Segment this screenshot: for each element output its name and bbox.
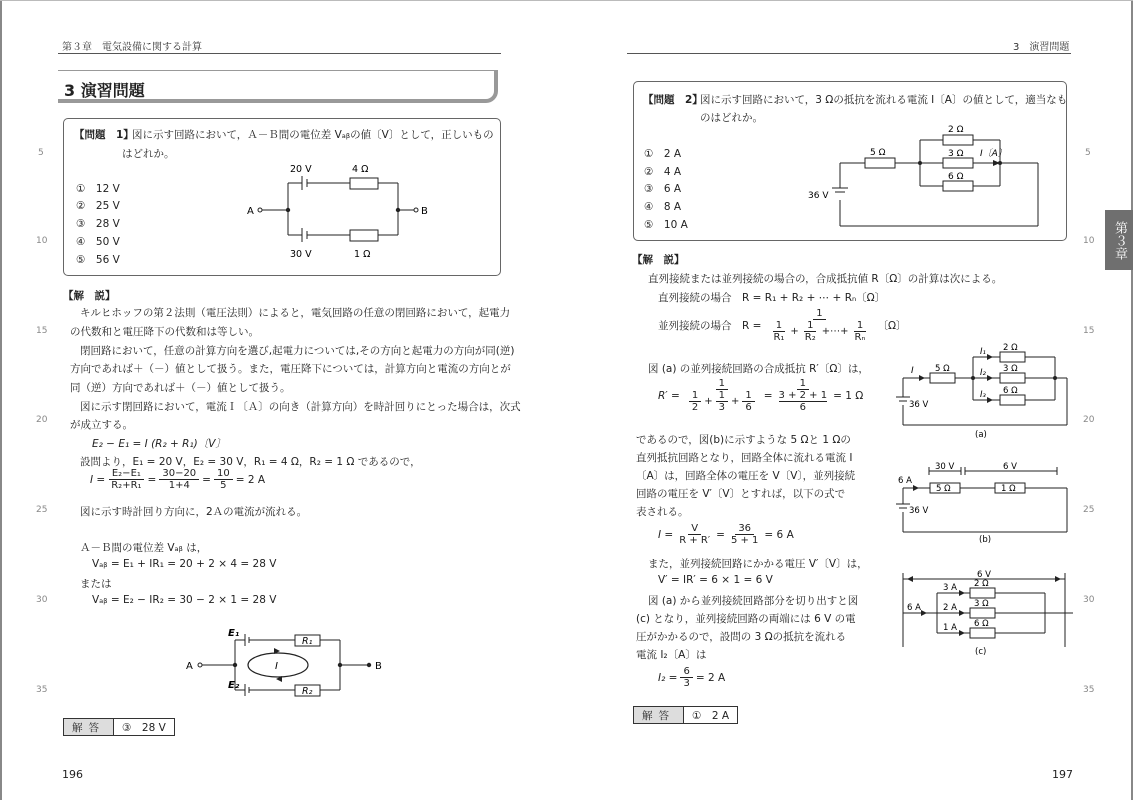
fig-a-i2: I₂	[980, 368, 986, 378]
fig-a-r2: 2 Ω	[1003, 343, 1018, 353]
problem2-option-2: ② 4 A	[644, 166, 682, 178]
margin-number-left-30: 30	[36, 595, 48, 605]
fig-b-r1: 1 Ω	[1001, 484, 1016, 494]
margin-number-left-25: 25	[36, 505, 48, 515]
margin-number-right-30: 30	[1083, 595, 1095, 605]
fig2-terminal-a: A	[186, 661, 193, 672]
answer-label-right: 解答	[634, 707, 684, 723]
fig-c-caption: (c)	[975, 647, 987, 657]
fig-c-r6: 6 Ω	[974, 619, 989, 629]
chapter-tab[interactable]: 第３章	[1105, 210, 1133, 270]
eq-frac1-den: R₂+R₁	[111, 480, 142, 491]
right-line-cut-2: (c) となり，並列接続回路の両端には 6 V の電	[636, 613, 856, 625]
page-number-left: 196	[62, 768, 83, 781]
right-line-fig-a: 図 (a) の並列接続回路の合成抵抗 R′〔Ω〕は，	[648, 363, 869, 375]
right-equation-i2: I₂ = $\frac{6}{3}$ = 2 A	[658, 666, 726, 689]
problem1-text-1: 図に示す回路において，Ａ－Ｂ間の電位差 Vₐᵦの値〔V〕として，正しいもの	[132, 129, 494, 141]
margin-number-left-15: 15	[36, 326, 48, 336]
right-equation-total-current: I = $\frac{V}{R + R'}$ = $\frac{36}{5 + 1}$ = 6 A	[658, 523, 794, 546]
right-line-cut-3: 圧がかかるので，設問の 3 Ωの抵抗を流れる	[636, 631, 847, 643]
problem2-circuit-figure	[800, 118, 1050, 233]
page-number-right: 197	[1052, 768, 1073, 781]
left-running-header: 第３章 電気設備に関する計算	[62, 42, 202, 53]
margin-number-left-5: 5	[38, 148, 44, 158]
right-running-header: 3 演習問題	[1013, 42, 1070, 53]
fig3-source-label: 36 V	[808, 191, 829, 201]
problem1-option-4: ④ 50 V	[76, 236, 120, 248]
left-line-3: 閉回路において，任意の計算方向を選び,起電力については,その方向と起電力の方向が同(逆)	[80, 345, 515, 357]
fig1-e1-label: 20 V	[290, 164, 312, 175]
problem2-text-1: 図に示す回路において，3 Ωの抵抗を流れる電流 I〔A〕の値として，適当なも	[700, 94, 1068, 106]
fig2-current-label: I	[275, 661, 278, 672]
fig-c-i6a: 6 A	[907, 603, 921, 613]
margin-number-left-20: 20	[36, 415, 48, 425]
right-line-series-result-4: 回路の電圧を V′〔V〕とすれば，以下の式で	[636, 488, 846, 500]
fig1-terminal-b: B	[421, 206, 428, 217]
fig-a-i1: I₁	[980, 347, 986, 357]
right-line-cut-1: 図 (a) から並列接続回路部分を切り出すと図	[648, 595, 859, 607]
problem1-label: 【問題 1】	[74, 129, 134, 141]
right-line-1: 直列接続または並列接続の場合の，合成抵抗値 R〔Ω〕の計算は次による。	[648, 273, 1003, 285]
answer-value-right: ① 2 A	[692, 709, 730, 722]
margin-number-right-15: 15	[1083, 326, 1095, 336]
problem2-option-1: ① 2 A	[644, 148, 682, 160]
left-equation-kvl: E₂ − E₁ = I (R₂ + R₁)〔V〕	[92, 438, 226, 450]
left-line-2: の代数和と電圧降下の代数和は等しい。	[70, 326, 259, 338]
eq-frac2-num: 30−20	[159, 468, 199, 480]
left-line-clockwise: 図に示す時計回り方向に，2Ａの電流が流れる。	[80, 506, 308, 518]
left-line-6: 図に示す閉回路において，電流Ｉ〔Ａ〕の向き（計算方向）を時計回りにとった場合は，次式	[80, 401, 521, 413]
left-line-5: 同（逆）方向であれば＋（－）値として扱う。	[70, 382, 291, 394]
left-equation-vab1: Vₐᵦ = E₁ + IR₁ = 20 + 2 × 4 = 28 V	[92, 558, 277, 570]
right-header-rule	[627, 53, 1071, 54]
fig-a-r3: 3 Ω	[1003, 364, 1018, 374]
right-explanation-heading: 【解 説】	[632, 254, 685, 266]
left-line-1: キルヒホッフの第２法則（電圧法則）によると，電気回路の任意の閉回路において，起電力	[80, 307, 511, 319]
fig-b-source: 36 V	[909, 506, 929, 516]
eq-frac3-num: 10	[214, 468, 233, 480]
right-equation-rprime: R′ = 1 $\frac{1}{2}$ + $\frac{1}{3}$ + $\frac{1}{6}$ = 1 3 + 2 + 1 6 = 1 Ω	[658, 378, 864, 413]
fig-b-v6: 6 V	[1003, 462, 1017, 472]
margin-number-left-10: 10	[36, 236, 48, 246]
fig3-r2-label: 2 Ω	[948, 125, 964, 135]
frame-left	[0, 0, 2, 800]
fig-a-r6: 6 Ω	[1003, 386, 1018, 396]
margin-number-right-35: 35	[1083, 685, 1095, 695]
fig2-e1-label: E₁	[228, 628, 240, 639]
right-line-parallel: 並列接続の場合 R = 1 $\frac{1}{\text{R₁}}$ + $\frac{1}{\text{R₂}}$ +⋯+ $\frac{1}{\text{Rₙ}}$ 〔Ω〕	[658, 308, 907, 343]
left-line-7: が成立する。	[70, 419, 133, 431]
frame-top	[0, 0, 1133, 1]
answer-box-right	[633, 706, 738, 724]
problem2-text-2: のはどれか。	[700, 112, 763, 124]
fig-a-i3: I₃	[980, 390, 986, 400]
left-header-rule	[58, 53, 501, 54]
eq-frac3-den: 5	[220, 480, 227, 491]
right-line-series-result-2: 直列抵抗回路となり，回路全体に流れる電流 I	[636, 452, 853, 464]
fig-c-i1a: 1 A	[943, 623, 957, 633]
fig1-e2-label: 30 V	[290, 249, 312, 260]
fig-a-current: I	[911, 366, 914, 376]
right-line-series-result-5: 表される。	[636, 506, 689, 518]
fig-c-i2a: 2 A	[943, 603, 957, 613]
margin-number-right-10: 10	[1083, 236, 1095, 246]
left-equation-current: I = $\frac{\text{E₂−E₁}}{\text{R₂+R₁}}$ = $\frac{30-20}{1+4}$ = $\frac{10}{5}$ = 2 A	[90, 468, 266, 491]
fig1-terminal-a: A	[247, 206, 254, 217]
right-line-vprime-intro: また，並列接続回路にかかる電圧 V′〔V〕は，	[648, 558, 868, 570]
margin-number-right-5: 5	[1085, 148, 1091, 158]
fig-a-caption: (a)	[975, 430, 987, 440]
margin-number-left-35: 35	[36, 685, 48, 695]
fig-b-v30: 30 V	[935, 462, 955, 472]
problem1-option-2: ② 25 V	[76, 200, 120, 212]
left-line-vab-intro: Ａ－Ｂ間の電位差 Vₐᵦ は，	[80, 542, 208, 554]
eq-frac1-num: E₂−E₁	[109, 468, 144, 480]
left-equation-vab2: Vₐᵦ = E₂ − IR₂ = 30 − 2 × 1 = 28 V	[92, 594, 277, 606]
figure-c	[895, 567, 1075, 657]
fig3-r5-label: 5 Ω	[870, 148, 886, 158]
fig-c-r3: 3 Ω	[974, 599, 989, 609]
right-line-series-result-3: 〔A〕は，回路全体の電圧を V〔V〕，並列接続	[636, 470, 856, 482]
kvl-loop-figure	[180, 625, 380, 705]
fig-b-current: 6 A	[898, 476, 912, 486]
fig1-r1-label: 4 Ω	[352, 164, 369, 175]
problem1-circuit-figure	[240, 160, 440, 264]
left-line-or: または	[80, 578, 112, 590]
fig3-r3-label: 3 Ω	[948, 149, 964, 159]
left-explanation-heading: 【解 説】	[63, 290, 116, 302]
right-line-cut-4: 電流 I₂〔A〕は	[636, 649, 707, 661]
fig-c-i3a: 3 A	[943, 583, 957, 593]
problem1-option-3: ③ 28 V	[76, 218, 120, 230]
fig2-r1-label: R₁	[302, 636, 313, 647]
problem1-text-2: はどれか。	[122, 148, 175, 160]
section-title: 3 演習問題	[64, 81, 145, 100]
fig-c-r2: 2 Ω	[974, 579, 989, 589]
fig-c-v6: 6 V	[977, 570, 991, 580]
problem2-option-3: ③ 6 A	[644, 183, 682, 195]
fig2-e2-label: E₂	[228, 680, 240, 691]
fig-a-r5: 5 Ω	[935, 364, 950, 374]
eq-frac2-den: 1+4	[168, 480, 190, 491]
problem2-option-4: ④ 8 A	[644, 201, 682, 213]
fig3-current-label: I〔A〕	[980, 149, 1007, 159]
fig2-terminal-b: B	[375, 661, 382, 672]
figure-b	[895, 462, 1075, 547]
problem2-option-5: ⑤ 10 A	[644, 219, 688, 231]
margin-number-right-20: 20	[1083, 415, 1095, 425]
left-line-4: 方向であれば＋（－）値として扱う。また，電圧降下については，計算方向と電流の方向とが	[70, 363, 511, 375]
fig-a-source: 36 V	[909, 400, 929, 410]
problem1-option-5: ⑤ 56 V	[76, 254, 120, 266]
fig2-r2-label: R₂	[302, 686, 313, 697]
figure-a	[895, 345, 1075, 440]
fig3-r6-label: 6 Ω	[948, 172, 964, 182]
left-line-given: 設問より，E₁ = 20 V，E₂ = 30 V，R₁ = 4 Ω，R₂ = 1 Ω であるので，	[80, 456, 421, 468]
answer-label-left: 解答	[64, 719, 114, 735]
right-equation-vprime: V′ = IR′ = 6 × 1 = 6 V	[658, 574, 773, 586]
answer-value-left: ③ 28 V	[122, 721, 166, 734]
fig-b-r5: 5 Ω	[936, 484, 951, 494]
right-line-series: 直列接続の場合 R = R₁ + R₂ + ⋯ + Rₙ〔Ω〕	[658, 292, 886, 304]
problem1-option-1: ① 12 V	[76, 183, 120, 195]
right-line-series-result-1: であるので，図(b)に示すような 5 Ωと 1 Ωの	[636, 434, 851, 446]
fig-b-caption: (b)	[979, 535, 992, 545]
margin-number-right-25: 25	[1083, 505, 1095, 515]
problem2-label: 【問題 2】	[643, 94, 703, 106]
answer-box-left	[63, 718, 175, 736]
fig1-r2-label: 1 Ω	[354, 249, 371, 260]
